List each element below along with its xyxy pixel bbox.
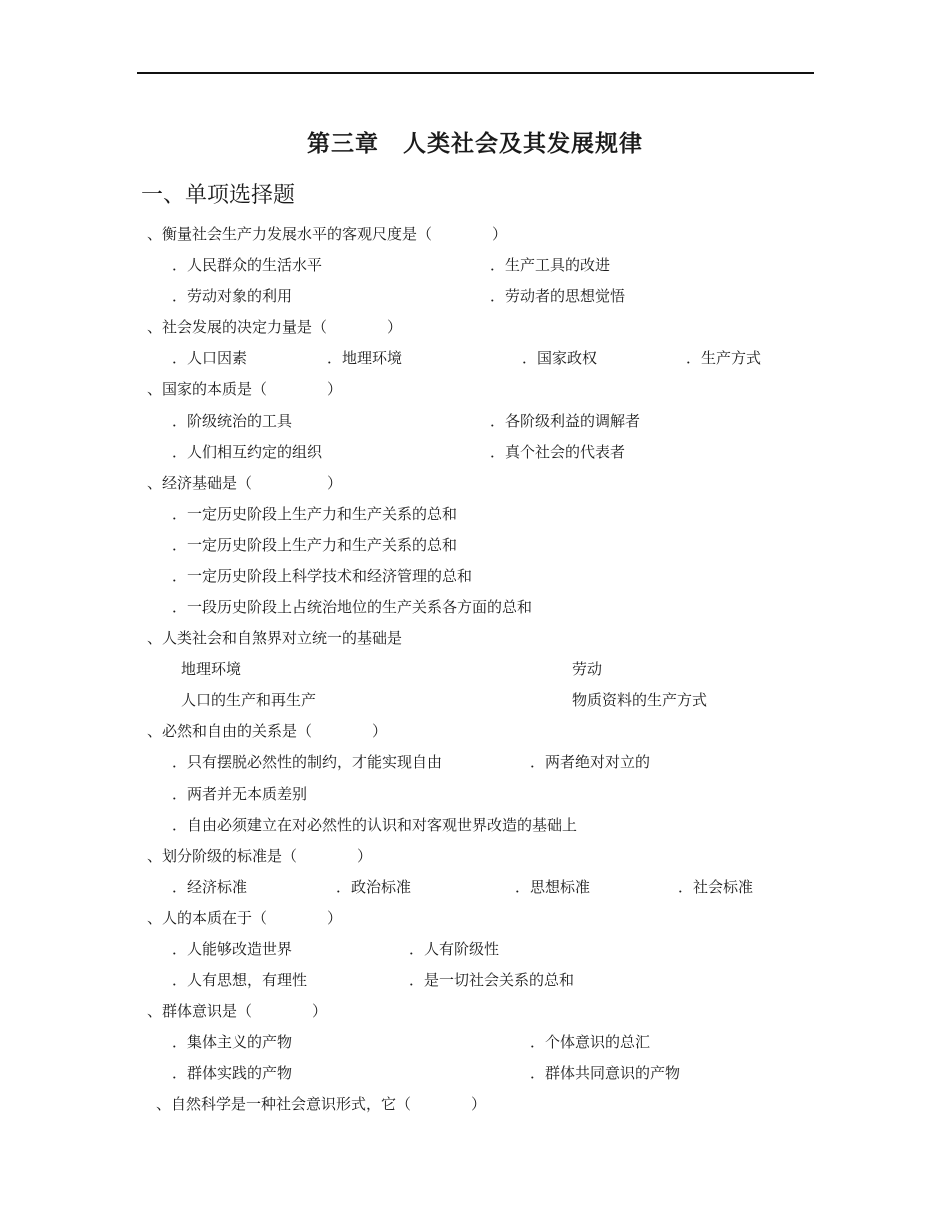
header-rule <box>137 72 814 74</box>
option: ．人有阶级性 <box>409 940 500 958</box>
option: ．人们相互约定的组织 <box>172 443 323 461</box>
question-stem: 、人类社会和自煞界对立统一的基础是 <box>147 629 403 647</box>
option: ．人有思想，有理性 <box>172 971 308 989</box>
question-stem: 、社会发展的决定力量是（ ） <box>147 318 403 336</box>
option: ．思想标准 <box>515 878 591 896</box>
section-heading: 一、单项选择题 <box>141 183 296 208</box>
question-stem: 、衡量社会生产力发展水平的客观尺度是（ ） <box>147 225 508 243</box>
option: ．一定历史阶段上生产力和生产关系的总和 <box>172 536 458 554</box>
option: ．人民群众的生活水平 <box>172 256 323 274</box>
option: 人口的生产和再生产 <box>181 691 317 709</box>
option: ．两者并无本质差别 <box>172 785 308 803</box>
option: ．劳动对象的利用 <box>172 287 293 305</box>
option: ．政治标准 <box>336 878 412 896</box>
option: ．集体主义的产物 <box>172 1033 293 1051</box>
question-stem: 、自然科学是一种社会意识形式，它（ ） <box>156 1095 487 1113</box>
option: ．各阶级利益的调解者 <box>490 412 641 430</box>
option: ．地理环境 <box>327 349 403 367</box>
option: ．群体共同意识的产物 <box>530 1064 681 1082</box>
question-stem: 、国家的本质是（ ） <box>147 380 343 398</box>
question-stem: 、必然和自由的关系是（ ） <box>147 722 388 740</box>
option: 劳动 <box>572 660 603 678</box>
option: ．个体意识的总汇 <box>530 1033 651 1051</box>
question-stem: 、人的本质在于（ ） <box>147 909 343 927</box>
option: ．人口因素 <box>172 349 248 367</box>
option: ．两者绝对对立的 <box>530 753 651 771</box>
question-stem: 、经济基础是（ ） <box>147 474 343 492</box>
option: ．一段历史阶段上占统治地位的生产关系各方面的总和 <box>172 598 533 616</box>
option: ．是一切社会关系的总和 <box>409 971 575 989</box>
option: ．阶级统治的工具 <box>172 412 293 430</box>
option: ．一定历史阶段上科学技术和经济管理的总和 <box>172 567 473 585</box>
option: ．真个社会的代表者 <box>490 443 626 461</box>
option: ．群体实践的产物 <box>172 1064 293 1082</box>
option: ．经济标准 <box>172 878 248 896</box>
option: ．社会标准 <box>678 878 754 896</box>
option: ．一定历史阶段上生产力和生产关系的总和 <box>172 505 458 523</box>
option: ．生产方式 <box>686 349 762 367</box>
option: ．劳动者的思想觉悟 <box>490 287 626 305</box>
option: ．只有摆脱必然性的制约，才能实现自由 <box>172 753 443 771</box>
question-stem: 、划分阶级的标准是（ ） <box>147 847 373 865</box>
chapter-title: 第三章 人类社会及其发展规律 <box>307 130 643 157</box>
option: ．国家政权 <box>522 349 598 367</box>
option: ．自由必须建立在对必然性的认识和对客观世界改造的基础上 <box>172 816 578 834</box>
option: 物质资料的生产方式 <box>572 691 708 709</box>
option: ．生产工具的改进 <box>490 256 611 274</box>
question-stem: 、群体意识是（ ） <box>147 1002 328 1020</box>
option: 地理环境 <box>181 660 242 678</box>
option: ．人能够改造世界 <box>172 940 293 958</box>
